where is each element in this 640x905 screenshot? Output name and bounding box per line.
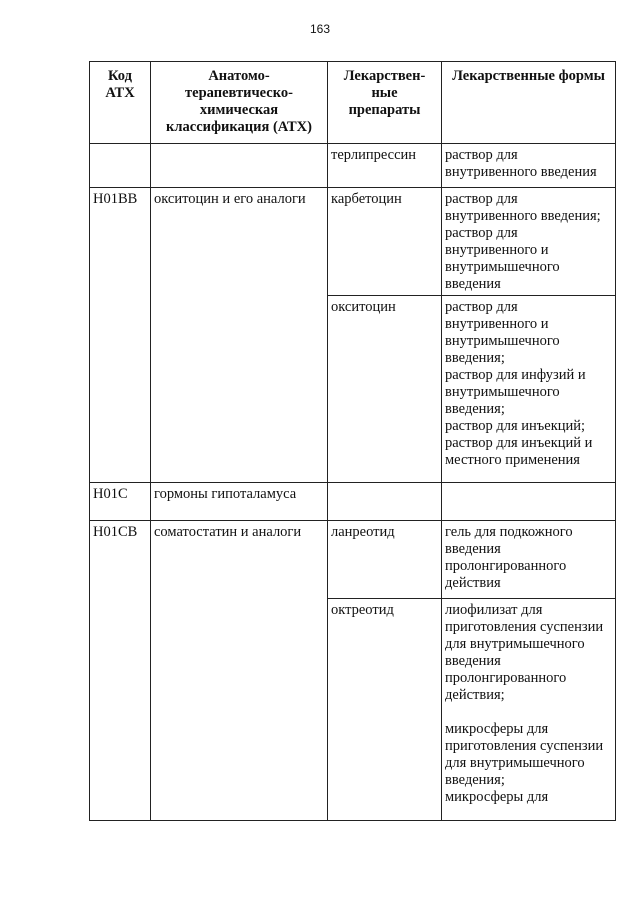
cell-forms: раствор для внутривенного и внутримышечного введения; раствор для инфузий и внутримышечного введения; раствор для инъекций; раствор для инъекций и местного применения (442, 296, 616, 483)
cell-code: H01CB (90, 521, 151, 599)
cell-code (90, 599, 151, 821)
cell-classification: окситоцин и его аналоги (151, 188, 328, 296)
page-number: 163 (309, 22, 331, 36)
cell-forms: раствор для внутривенного введения (442, 144, 616, 188)
cell-classification: соматостатин и аналоги (151, 521, 328, 599)
cell-drug (328, 483, 442, 521)
cell-classification (151, 144, 328, 188)
cell-drug: терлипрессин (328, 144, 442, 188)
cell-forms: гель для подкожного введения пролонгированного действия (442, 521, 616, 599)
cell-drug: октреотид (328, 599, 442, 821)
cell-classification (151, 296, 328, 483)
header-forms: Лекарственные формы (442, 62, 616, 144)
cell-code: H01BB (90, 188, 151, 296)
cell-code: H01C (90, 483, 151, 521)
cell-forms (442, 483, 616, 521)
header-code: Код АТХ (90, 62, 151, 144)
table-row (90, 521, 616, 599)
table-row (90, 188, 616, 296)
cell-code (90, 144, 151, 188)
table-row (90, 144, 616, 188)
cell-drug: окситоцин (328, 296, 442, 483)
cell-drug: карбетоцин (328, 188, 442, 296)
atc-drug-table (89, 61, 616, 821)
header-drugs: Лекарствен- ные препараты (328, 62, 442, 144)
table-row (90, 483, 616, 521)
cell-classification: гормоны гипоталамуса (151, 483, 328, 521)
cell-code (90, 296, 151, 483)
cell-drug: ланреотид (328, 521, 442, 599)
cell-classification (151, 599, 328, 821)
cell-forms: лиофилизат для приготовления суспензии для внутримышечного введения пролонгированного действия; микросферы для приготовления суспензии для внутримышечного введения; микросферы для (442, 599, 616, 821)
cell-forms: раствор для внутривенного введения; раствор для внутривенного и внутримышечного введения (442, 188, 616, 296)
table-header-row (90, 62, 616, 144)
header-classification: Анатомо- терапевтическо- химическая классификация (АТХ) (151, 62, 328, 144)
table-row (90, 296, 616, 483)
table-row (90, 599, 616, 821)
